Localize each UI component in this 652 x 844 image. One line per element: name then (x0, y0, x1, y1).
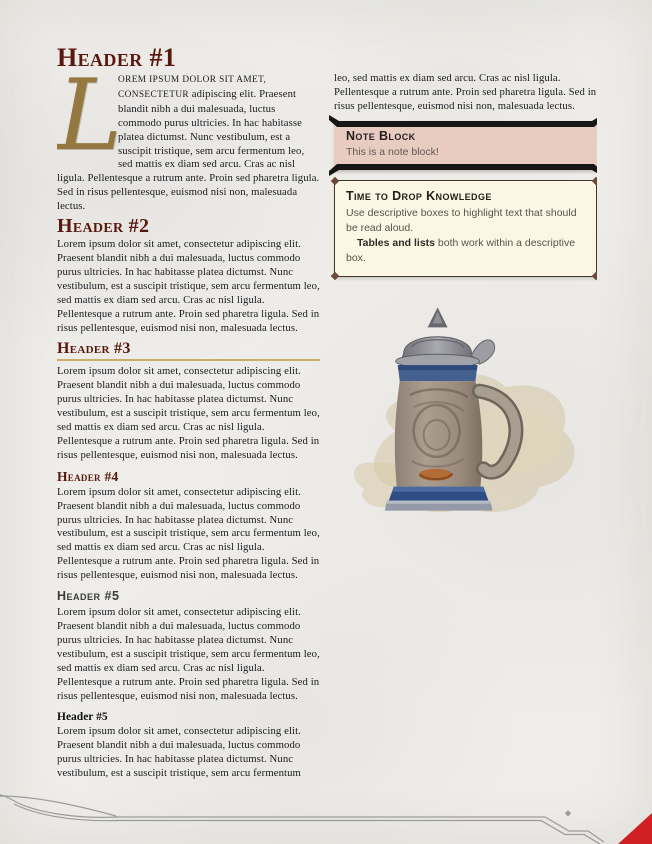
lead-paragraph (57, 59, 320, 214)
descriptive-box-body: Use descriptive boxes to highlight text that should be read aloud. (346, 206, 577, 234)
lead-body-text: adipiscing elit. Praesent blandit nibh a dui malesuada, luctus commodo purus ultricies. In hac habitasse platea dictumst. Nunc vestibulum, est a suscipit tristique, sem arcu fermentum leo, sed mattis ex diam sed arcu. Cras ac nisl ligula. Pellentesque a rutrum ante. Proin sed pharetra ligula. Sed in risus pellentesque, euismod nisi non, malesuada lectus. (57, 87, 320, 213)
corner-diamond-icon (331, 176, 339, 184)
footer-rule-flourish (0, 792, 652, 844)
paragraph-h4: Lorem ipsum dolor sit amet, consectetur adipiscing elit. Praesent blandit nibh a dui malesuada, luctus commodo purus ultricies. In hac habitasse platea dictumst. Nunc vestibulum, est a suscipit tristique, sem arcu fermentum leo, sed mattis ex diam sed arcu. Cras ac nisl ligula. Pellentesque a rutrum ante. Proin sed pharetra ligula. Sed in risus pellentesque, euismod nisi non, malesuada lectus. (57, 485, 320, 582)
header-4: Header #4 (57, 468, 119, 484)
right-column (334, 45, 597, 803)
banner-wing-ornament (329, 164, 597, 176)
paragraph-truncated: Lorem ipsum dolor sit amet, consectetur adipiscing elit. Praesent blandit nibh a dui malesuada, luctus commodo purus ultricies. In hac habitasse platea dictumst. Nunc vestibulum, est a suscipit tristique, sem arcu fermentum (57, 725, 301, 780)
continuation-paragraph: leo, sed mattis ex diam sed arcu. Cras ac nisl ligula. Pellentesque a rutrum ante. Proin sed pharetra ligula. Sed in risus pellentesque, euismod nisi non, malesuada lectus. (334, 72, 597, 112)
banner-wing-ornament (329, 115, 597, 127)
lead-smallcaps-text: OREM IPSUM DOLOR SIT AMET, CONSECTETUR (118, 75, 267, 100)
descriptive-box-emphasis: Tables and lists (357, 236, 435, 249)
note-bottom-bar (329, 164, 597, 176)
note-block-body: This is a note block! (346, 145, 439, 158)
header-3: Header #3 (57, 341, 320, 361)
corner-diamond-icon (592, 176, 597, 184)
descriptive-box-title: Time to Drop Knowledge (346, 188, 492, 203)
header-2: Header #2 (57, 215, 150, 238)
header-1: Header #1 (57, 45, 177, 72)
note-block (334, 121, 597, 170)
corner-diamond-icon (592, 271, 597, 279)
left-column (57, 45, 320, 803)
note-block-title: Note Block (346, 128, 416, 143)
paragraph-h3: Lorem ipsum dolor sit amet, consectetur adipiscing elit. Praesent blandit nibh a dui malesuada, luctus commodo purus ultricies. In hac habitasse platea dictumst. Nunc vestibulum, est a suscipit tristique, sem arcu fermentum leo, sed mattis ex diam sed arcu. Cras ac nisl ligula. Pellentesque a rutrum ante. Proin sed pharetra ligula. Sed in risus pellentesque, euismod nisi non, malesuada lectus. (57, 365, 320, 461)
descriptive-box-emphasis-rest: both work within a descriptive box. (346, 236, 576, 264)
paragraph-h2: Lorem ipsum dolor sit amet, consectetur adipiscing elit. Praesent blandit nibh a dui malesuada, luctus commodo purus ultricies. In hac habitasse platea dictumst. Nunc vestibulum, est a suscipit tristique, sem arcu fermentum leo, sed mattis ex diam sed arcu. Cras ac nisl ligula. Pellentesque a rutrum ante. Proin sed pharetra ligula. Sed in risus pellentesque, euismod nisi non, malesuada lectus. (57, 238, 320, 334)
note-top-bar (329, 115, 597, 127)
paragraph-h5: Lorem ipsum dolor sit amet, consectetur adipiscing elit. Praesent blandit nibh a dui malesuada, luctus commodo purus ultricies. In hac habitasse platea dictumst. Nunc vestibulum, est a suscipit tristique, sem arcu fermentum leo, sed mattis ex diam sed arcu. Cras ac nisl ligula. Pellentesque a rutrum ante. Proin sed pharetra ligula. Sed in risus pellentesque, euismod nisi non, malesuada lectus. (57, 606, 320, 702)
descriptive-box (334, 180, 597, 277)
corner-diamond-icon (331, 271, 339, 279)
stein-illustration (334, 303, 597, 521)
two-column-layout (57, 45, 597, 803)
dropcap-letter: L (57, 59, 123, 173)
beer-stein-image (334, 303, 597, 521)
header-5-bold: Header #5 (57, 711, 108, 724)
header-5: Header #5 (57, 589, 120, 604)
footer-ornament (0, 792, 652, 844)
descriptive-box-line2 (346, 236, 585, 266)
